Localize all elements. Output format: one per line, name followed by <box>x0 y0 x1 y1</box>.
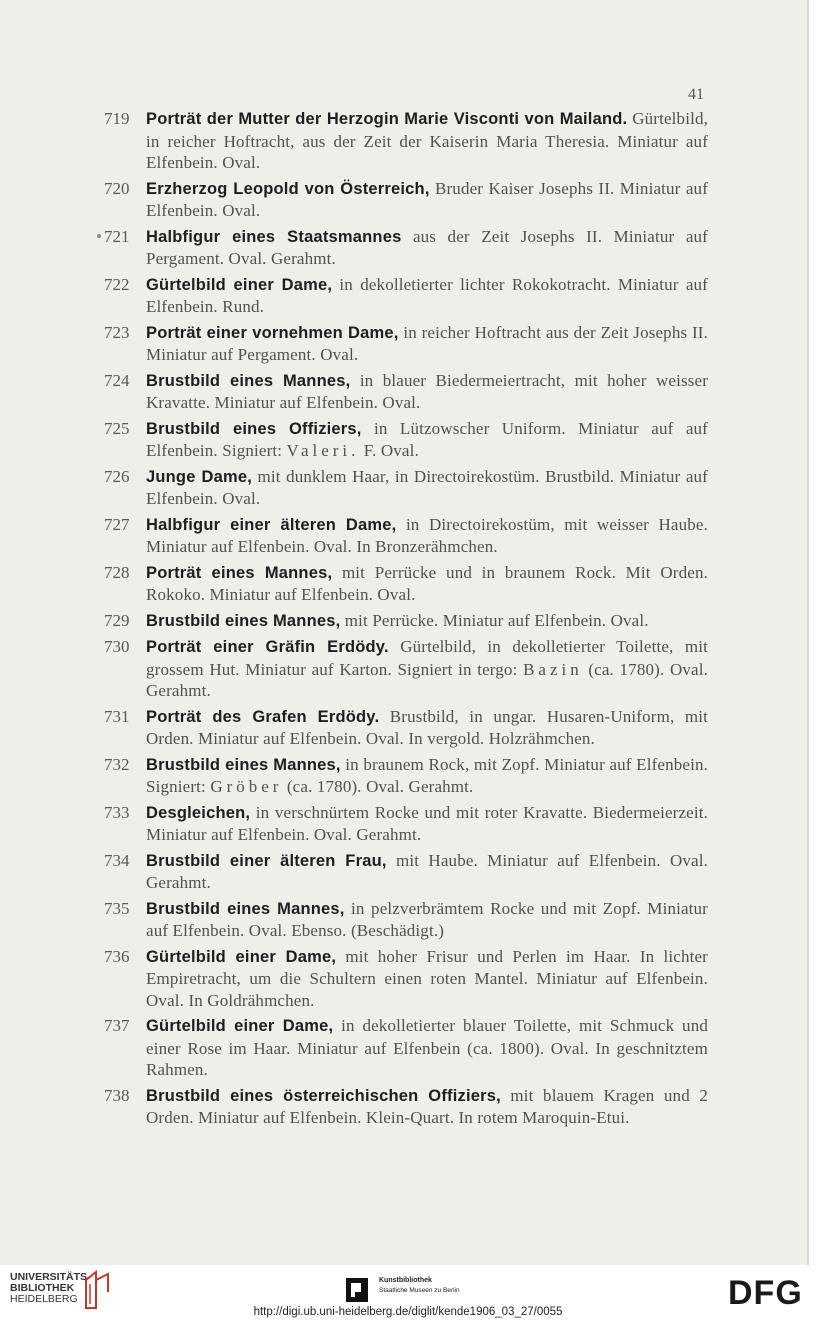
catalogue-entry <box>104 898 708 942</box>
entry-title: Brustbild eines Mannes, <box>146 611 341 630</box>
catalogue-entry <box>104 466 708 510</box>
entry-title: Brustbild eines österreichischen Offiziers, <box>146 1086 501 1105</box>
ub-logo-line1: UNIVERSITÄTS- <box>10 1271 91 1283</box>
kb-logo-line2: Staatliche Museen zu Berlin <box>379 1287 460 1294</box>
entry-number: 734 <box>104 850 130 870</box>
entry-description-end: (ca. 1780). Oval. Gerahmt. <box>286 777 474 796</box>
entry-text <box>146 1015 708 1081</box>
entry-text <box>146 850 708 894</box>
entry-number: 728 <box>104 562 130 582</box>
entry-number: 738 <box>104 1085 130 1105</box>
entry-description: in Lützowscher Uniform. Miniatur auf auf Elfenbein. Signiert: <box>146 418 708 460</box>
entry-number: 722 <box>104 274 130 294</box>
entry-number: 725 <box>104 418 130 438</box>
entry-title: Gürtelbild einer Dame, <box>146 1017 334 1035</box>
entry-description-end: F. Oval. <box>363 441 419 460</box>
entry-number: 719 <box>104 109 130 128</box>
kb-logo-line1: Kunstbibliothek <box>379 1277 432 1284</box>
catalogue-entries <box>96 108 709 1133</box>
entry-number: 721 <box>104 226 130 246</box>
entry-description: Gürtelbild, in dekolletierter Toilette, mit grossem Hut. Miniatur auf Karton. Signiert in tergo: <box>146 637 709 679</box>
entry-title: Porträt einer vornehmen Dame, <box>146 323 399 342</box>
kunstbibliothek-mark-icon <box>346 1278 368 1302</box>
entry-number: 731 <box>104 706 130 726</box>
entry-title: Brustbild eines Mannes, <box>146 755 341 774</box>
entry-description: in blauer Biedermeiertracht, mit hoher weisser Kravatte. Miniatur auf Elfenbein. Oval. <box>146 370 708 412</box>
entry-marker: • <box>96 226 102 246</box>
entry-description: mit Perrücke und in braunem Rock. Mit Orden. Rokoko. Miniatur auf Elfenbein. Oval. <box>146 562 708 604</box>
entry-title: Porträt des Grafen Erdödy. <box>146 707 380 726</box>
catalogue-entry <box>104 706 708 750</box>
catalogue-entry <box>96 226 708 270</box>
entry-signer: Valeri. <box>286 441 360 460</box>
entry-description: in Directoirekostüm, mit weisser Haube. Miniatur auf Elfenbein. Oval. In Bronzerähmchen. <box>146 514 708 556</box>
entry-number: 723 <box>104 322 130 342</box>
entry-title: Erzherzog Leopold von Österreich, <box>146 179 430 198</box>
entry-title: Gürtelbild einer Dame, <box>146 947 337 966</box>
entry-text <box>146 946 708 1012</box>
catalogue-entry <box>104 850 708 894</box>
entry-description: mit Perrücke. Miniatur auf Elfenbein. Oval. <box>344 610 649 630</box>
entry-title: Porträt einer Gräfin Erdödy. <box>146 638 389 656</box>
catalogue-entry <box>104 802 708 846</box>
entry-number: 726 <box>104 466 130 486</box>
entry-number: 732 <box>104 754 130 774</box>
entry-title: Porträt der Mutter der Herzogin Marie Visconti von Mailand. <box>146 110 628 128</box>
catalogue-entry <box>104 1015 708 1081</box>
catalogue-entry <box>104 370 708 414</box>
entry-description: in verschnürtem Rocke und mit roter Kravatte. Biedermeierzeit. Miniatur auf Elfenbein. Oval. Gerahmt. <box>146 802 708 844</box>
entry-description: in braunem Rock, mit Zopf. Miniatur auf Elfenbein. Signiert: <box>146 754 708 796</box>
entry-title: Brustbild eines Mannes, <box>146 371 351 390</box>
page-number: 41 <box>688 86 704 103</box>
entry-text <box>146 274 708 318</box>
entry-text <box>146 226 708 270</box>
ub-logo-line3: HEIDELBERG <box>10 1293 78 1305</box>
entry-title: Halbfigur eines Staatsmannes <box>146 227 402 246</box>
entry-text <box>146 610 708 633</box>
catalogue-entry <box>104 946 708 1012</box>
entry-number: 720 <box>104 178 130 198</box>
catalogue-entry <box>104 322 708 366</box>
entry-text <box>146 562 708 606</box>
catalogue-entry <box>104 1085 708 1129</box>
catalogue-entry <box>104 418 708 462</box>
entry-text <box>146 514 708 558</box>
catalogue-entry <box>104 514 708 558</box>
entry-description: mit Haube. Miniatur auf Elfenbein. Oval. Gerahmt. <box>146 850 708 892</box>
entry-description: Brustbild, in ungar. Husaren-Uniform, mit Orden. Miniatur auf Elfenbein. Oval. In vergold. Holzrähmchen. <box>146 706 708 748</box>
entry-signer: Gröber <box>210 777 283 796</box>
entry-text <box>146 898 708 942</box>
entry-number: 727 <box>104 514 130 534</box>
entry-number: 733 <box>104 802 130 822</box>
entry-description: in pelzverbrämtem Rocke und mit Zopf. Miniatur auf Elfenbein. Oval. Ebenso. (Beschädigt.) <box>146 898 708 940</box>
entry-number: 736 <box>104 946 130 966</box>
entry-title: Junge Dame, <box>146 467 252 486</box>
entry-text <box>146 178 708 222</box>
entry-description: in dekolletierter blauer Toilette, mit Schmuck und einer Rose im Haar. Miniatur auf Elfenbein (ca. 1800). Oval. In geschnitztem Rahmen. <box>146 1016 708 1079</box>
university-library-logo[interactable] <box>10 1272 91 1305</box>
catalogue-entry <box>104 274 708 318</box>
entry-title: Brustbild eines Offiziers, <box>146 419 362 438</box>
catalogue-entry <box>104 178 708 222</box>
entry-description: mit hoher Frisur und Perlen im Haar. In lichter Empiretracht, um die Schultern einen roten Mantel. Miniatur auf Elfenbein. Oval. In Goldrähmchen. <box>146 946 708 1010</box>
entry-number: 737 <box>104 1016 130 1035</box>
entry-text <box>146 108 708 174</box>
catalogue-entry <box>104 562 708 606</box>
entry-text <box>146 418 708 462</box>
entry-description-end: (ca. 1780). Oval. Gerahmt. <box>146 659 708 700</box>
entry-description: mit blauem Kragen und 2 Orden. Miniatur auf Elfenbein. Klein-Quart. In rotem Maroquin-Etui. <box>146 1085 708 1127</box>
entry-text <box>146 1085 708 1129</box>
catalogue-entry <box>104 610 708 633</box>
entry-description: mit dunklem Haar, in Directoirekostüm. Brustbild. Miniatur auf Elfenbein. Oval. <box>146 466 708 508</box>
ub-emblem-icon <box>82 1270 112 1310</box>
catalogue-entry <box>104 754 708 798</box>
entry-number: 735 <box>104 898 130 918</box>
entry-text <box>146 466 708 510</box>
entry-description: aus der Zeit Josephs II. Miniatur auf Pergament. Oval. Gerahmt. <box>146 226 708 268</box>
entry-description: Gürtelbild, in reicher Hoftracht, aus der Zeit der Kaiserin Maria Theresia. Miniatur auf Elfenbein. Oval. <box>146 109 708 172</box>
dfg-logo[interactable]: DFG <box>728 1274 803 1312</box>
entry-description: in reicher Hoftracht aus der Zeit Josephs II. Miniatur auf Pergament. Oval. <box>146 322 709 364</box>
entry-text <box>146 754 708 798</box>
permalink-url[interactable]: http://digi.ub.uni-heidelberg.de/diglit/kende1906_03_27/0055 <box>253 1306 563 1318</box>
entry-text <box>146 636 708 702</box>
entry-text <box>146 370 708 414</box>
entry-title: Brustbild eines Mannes, <box>146 899 345 918</box>
entry-description: in dekolletierter lichter Rokokotracht. Miniatur auf Elfenbein. Rund. <box>146 274 708 316</box>
catalogue-entry <box>104 636 708 702</box>
entry-text <box>146 322 708 366</box>
entry-title: Porträt eines Mannes, <box>146 563 333 582</box>
entry-number: 729 <box>104 610 130 630</box>
entry-title: Halbfigur einer älteren Dame, <box>146 515 397 534</box>
entry-title: Gürtelbild einer Dame, <box>146 275 333 294</box>
entry-title: Desgleichen, <box>146 803 251 822</box>
entry-text <box>146 802 708 846</box>
catalogue-entry <box>104 108 708 174</box>
ub-logo-line2: BIBLIOTHEK <box>10 1282 75 1294</box>
entry-description: Bruder Kaiser Josephs II. Miniatur auf Elfenbein. Oval. <box>146 178 709 220</box>
entry-number: 724 <box>104 370 130 390</box>
entry-title: Brustbild einer älteren Frau, <box>146 851 387 870</box>
entry-signer: Bazin <box>523 659 583 679</box>
entry-number: 730 <box>104 637 130 656</box>
entry-text <box>146 706 708 750</box>
